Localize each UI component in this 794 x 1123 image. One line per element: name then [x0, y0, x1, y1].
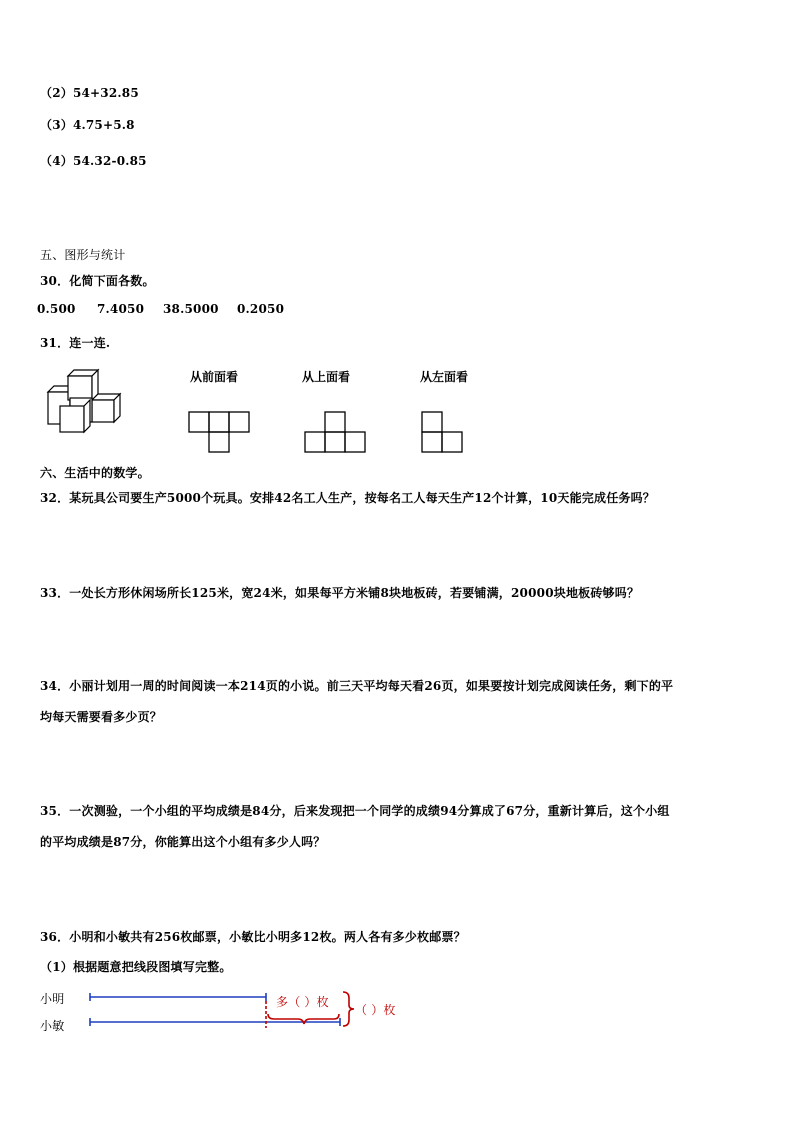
- top-view-shape[interactable]: [304, 410, 368, 456]
- question-34-line-1: 34．小丽计划用一周的时间阅读一本214页的小说。前三天平均每天看26页，如果要按计划完成阅读任务，剩下的平: [40, 679, 674, 693]
- question-35-line-2: 的平均成绩是87分，你能算出这个小组有多少人吗？: [40, 835, 326, 849]
- q30-number-2: 7.4050: [97, 302, 145, 316]
- diagram-label-xiaoming: 小明: [40, 992, 65, 1006]
- diagram-label-xiaomin: 小敏: [40, 1019, 65, 1033]
- cube-stack-figure: [40, 364, 140, 436]
- calc-item-3: （3）4.75+5.8: [40, 118, 135, 132]
- front-view-shape[interactable]: [188, 410, 252, 456]
- question-32: 32．某玩具公司要生产5000个玩具。安排42名工人生产，按每名工人每天生产12个计算，10天能完成任务吗？: [40, 491, 655, 505]
- question-31: 31．连一连.: [40, 336, 111, 350]
- question-30: 30．化简下面各数。: [40, 274, 155, 288]
- q30-number-3: 38.5000: [163, 302, 219, 316]
- section-6-title: 六、生活中的数学。: [40, 466, 150, 480]
- q30-number-4: 0.2050: [237, 302, 285, 316]
- question-34-line-2: 均每天需要看多少页？: [40, 710, 163, 724]
- question-36-sub-1: （1）根据题意把线段图填写完整。: [40, 960, 232, 974]
- diagram-extra-label[interactable]: 多（ ）枚: [276, 995, 329, 1009]
- question-35-line-1: 35．一次测验，一个小组的平均成绩是84分，后来发现把一个同学的成绩94分算成了67分，重新计算后，这个小组: [40, 804, 670, 818]
- q30-number-1: 0.500: [37, 302, 76, 316]
- calc-item-4: （4）54.32-0.85: [40, 154, 147, 168]
- calc-item-2: （2）54+32.85: [40, 86, 139, 100]
- q30-numbers: [0, 302, 794, 318]
- section-5-title: 五、图形与统计: [40, 248, 126, 262]
- question-33: 33．一处长方形休闲场所长125米，宽24米，如果每平方米铺8块地板砖，若要铺满，20000块地板砖够吗？: [40, 586, 640, 600]
- total-brace: [343, 992, 354, 1026]
- question-36: 36．小明和小敏共有256枚邮票，小敏比小明多12枚。两人各有多少枚邮票？: [40, 930, 466, 944]
- view-label-left: 从左面看: [420, 370, 469, 384]
- view-label-front: 从前面看: [190, 370, 239, 384]
- diagram-total-label[interactable]: （ ）枚: [355, 1003, 396, 1017]
- view-label-top: 从上面看: [302, 370, 351, 384]
- left-view-shape[interactable]: [420, 410, 466, 456]
